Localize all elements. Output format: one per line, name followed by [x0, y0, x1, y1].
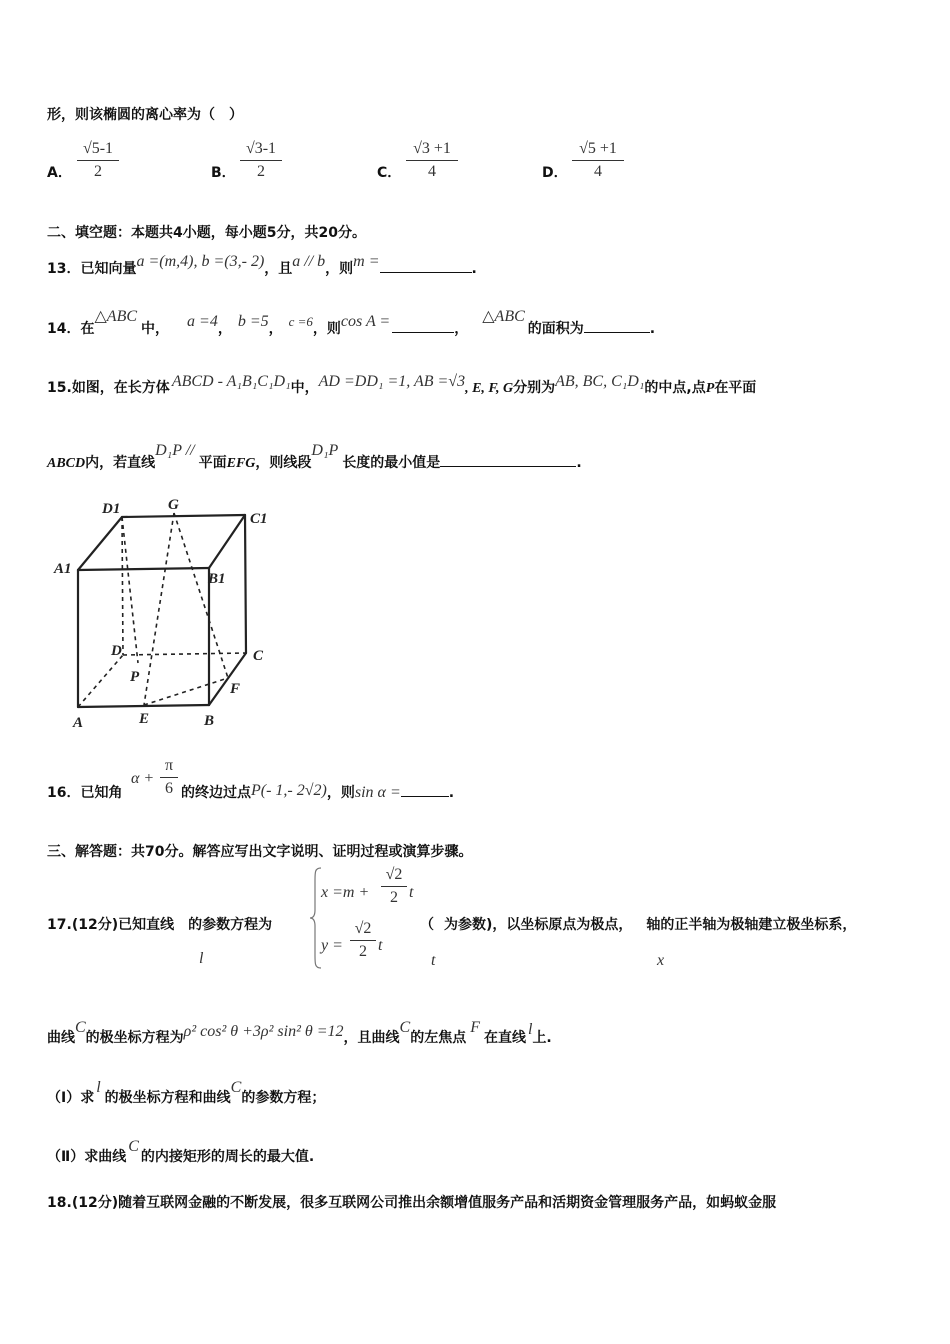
label-d1: D1	[102, 501, 121, 517]
q15-text: 分别为	[513, 380, 556, 396]
q18-score: (12分)	[71, 1195, 119, 1211]
q17-var-f: F	[470, 1019, 480, 1036]
label-f: F	[230, 681, 241, 697]
q17-eq2-frac-den: 2	[359, 943, 367, 960]
q16-number: 16．	[47, 785, 81, 801]
q14-text: 在	[80, 321, 95, 337]
q12-option-b-fraction	[240, 140, 282, 181]
edge-d1c1	[122, 515, 245, 517]
q17-var-c2: C	[399, 1019, 411, 1036]
q14-text: ，	[268, 321, 283, 337]
q14-math-c: c =6	[288, 314, 313, 329]
q13-math-parallel: a // b	[292, 253, 326, 270]
q15-plane-efg: EFG	[226, 456, 256, 471]
q17-var-c: C	[75, 1019, 86, 1036]
q12-option-d-fraction	[572, 140, 624, 181]
q13-text: 已知向量	[80, 261, 137, 277]
q17-text: 已知直线	[118, 917, 175, 933]
q15-text: 如图，在长方体	[71, 380, 170, 396]
q15-text: 中，	[290, 380, 319, 396]
q17-var-x: x	[657, 952, 665, 969]
q17-eq2-fraction	[350, 920, 376, 961]
q12-option-c-fraction	[406, 140, 458, 181]
q12-option-a-fraction	[77, 140, 119, 181]
q17-part1-var-l: l	[96, 1079, 101, 1096]
q16-text: 已知角	[80, 785, 123, 801]
q16-text: ，则	[326, 785, 355, 801]
q17-eq1-lhs: x =m +	[321, 884, 370, 901]
q15-math-lengths: AD =DD₁ =1, AB =√3	[318, 373, 466, 390]
q16-prefix	[47, 782, 122, 802]
segment-d1p	[122, 517, 138, 663]
label-d: D	[111, 643, 122, 659]
q12-option-c-den: 4	[428, 163, 436, 180]
label-e: E	[139, 711, 150, 727]
q17-score: (12分)	[71, 917, 119, 933]
edge-dd1-hidden	[122, 517, 123, 655]
q18-number: 18.	[47, 1195, 72, 1211]
q14-math-a: a =4	[187, 313, 218, 330]
q15-line-1	[47, 373, 757, 397]
label-b1: B1	[208, 571, 226, 587]
q16-fraction	[160, 757, 178, 798]
q17-number: 17.	[47, 917, 72, 933]
q17-text: 的内接矩形的周长的最大值.	[140, 1149, 315, 1165]
q17-part2-var-c: C	[128, 1138, 139, 1155]
edge-b1c1	[209, 515, 245, 568]
section3-heading: 三、解答题：共70分。解答应写出文字说明、证明过程或演算步骤。	[47, 844, 473, 860]
q17-eq1-frac-den: 2	[390, 889, 398, 906]
q15-cuboid-figure	[40, 495, 290, 740]
q13-answer-blank[interactable]	[380, 258, 472, 273]
q15-text: 在平面	[714, 380, 757, 396]
edge-ab	[78, 705, 209, 707]
q14-number: 14．	[47, 321, 81, 337]
q17-text: 的左焦点	[410, 1030, 467, 1046]
q17-eq1-t: t	[409, 884, 414, 901]
q16-suffix	[181, 782, 454, 802]
segment-ef	[144, 678, 228, 705]
q17-eq1-fraction	[381, 866, 407, 907]
q17-var-l: l	[199, 950, 204, 967]
label-g: G	[168, 497, 179, 513]
q17-eq2-t: t	[378, 937, 383, 954]
q12-option-b-label: B．	[211, 165, 236, 181]
q12-option-a-num: √5-1	[77, 140, 119, 161]
q15-end: .	[576, 455, 582, 471]
edge-ad-hidden	[78, 655, 123, 707]
q12-option-a-den: 2	[94, 163, 102, 180]
edge-dc-hidden	[123, 653, 246, 655]
q17-eq2-lhs: y =	[321, 937, 343, 954]
q17-text: ，且曲线	[343, 1030, 400, 1046]
q17-math-polar: ρ² cos² θ +3ρ² sin² θ =12	[183, 1023, 344, 1040]
q15-text: ，则线段	[255, 455, 312, 471]
q17-text: 在直线	[483, 1030, 526, 1046]
q14-math-triangle: △ABC	[94, 308, 138, 325]
q12-option-d-label: D．	[542, 165, 568, 181]
q12-option-d-num: √5 +1	[572, 140, 624, 161]
q17-text: 的极坐标方程为	[85, 1030, 184, 1046]
q17-eq2-frac-num: √2	[350, 920, 376, 941]
q14-text: ，则	[312, 321, 341, 337]
q15-number: 15.	[47, 380, 72, 396]
q14-text: 中，	[141, 321, 170, 337]
q13-math-m: m =	[353, 253, 380, 270]
q18-text: 随着互联网金融的不断发展，很多互联网公司推出余额增值服务产品和活期资金管理服务产品，如蚂蚁金服	[118, 1195, 777, 1211]
q17-part2-label: （Ⅱ）求曲线	[47, 1149, 127, 1165]
q14-text: 的面积为	[527, 321, 584, 337]
label-a: A	[73, 715, 84, 731]
q17-var-t: t	[431, 952, 436, 969]
q17-part-1	[47, 1079, 326, 1107]
q12-option-c-label: C．	[377, 165, 402, 181]
q16-math-sin: sin α =	[354, 784, 401, 801]
q15-text: 内，若直线	[85, 455, 156, 471]
q15-math-solid: ABCD - A₁B₁C₁D₁	[171, 373, 291, 390]
q15-answer-blank[interactable]	[440, 452, 576, 467]
section2-heading: 二、填空题：本题共4小题，每小题5分，共20分。	[47, 225, 366, 241]
q14-math-triangle-2: △ABC	[482, 308, 525, 325]
q18	[47, 1192, 776, 1212]
q17-text: 的极坐标方程和曲线	[104, 1090, 231, 1106]
q15-plane-abcd: ABCD	[47, 456, 86, 471]
q17-text: （	[420, 917, 434, 933]
q15-points-efg: , E, F, G	[465, 381, 514, 396]
q16-answer-blank[interactable]	[401, 782, 449, 797]
q15-math-edges: AB, BC, C₁D₁	[555, 373, 645, 390]
label-a1: A1	[54, 561, 72, 577]
q17-var-l2: l	[527, 1021, 533, 1038]
q17-text: 的参数方程为	[188, 917, 273, 933]
q14-text: ，	[217, 321, 232, 337]
q17-text: 的参数方程；	[241, 1090, 326, 1106]
q12-option-b-den: 2	[257, 163, 265, 180]
q15-point-p: P	[705, 381, 715, 396]
q15-math-d1p-parallel: D₁P //	[155, 442, 195, 459]
q17-eq1-frac-num: √2	[381, 866, 407, 887]
q14	[47, 308, 656, 338]
q16-end: .	[448, 785, 455, 801]
q16-math-point: P(- 1,- 2√2)	[251, 782, 327, 799]
edge-cc1	[245, 515, 246, 653]
q13-end: .	[471, 261, 477, 277]
edge-bc	[209, 653, 246, 705]
q12-stem: 形，则该椭圆的离心率为（ ）	[47, 107, 243, 123]
q17-part1-var-c: C	[230, 1079, 242, 1096]
q12-option-a-label: A．	[47, 165, 72, 181]
q12-option-b-num: √3-1	[240, 140, 282, 161]
q13-math-vectors: a =(m,4), b =(3,- 2)	[136, 253, 265, 270]
q15-math-d1p: D₁P	[311, 442, 339, 459]
q17-line-1b	[420, 914, 856, 934]
q15-text: 长度的最小值是	[342, 455, 441, 471]
q17-text: 曲线	[47, 1030, 75, 1046]
label-b: B	[204, 713, 215, 729]
q13-number: 13．	[47, 261, 81, 277]
q15-line-2	[47, 442, 582, 472]
label-c: C	[253, 648, 264, 664]
q17-text: 上.	[532, 1030, 552, 1046]
q12-option-c-num: √3 +1	[406, 140, 458, 161]
q14-math-b: b =5	[237, 313, 269, 330]
edge-a1b1	[78, 568, 209, 570]
q14-answer-blank-1[interactable]	[392, 318, 454, 333]
edge-a1d1	[78, 517, 122, 570]
q14-end: .	[649, 321, 656, 337]
q17-line-2	[47, 1019, 552, 1047]
q17-part1-label: （Ⅰ）求	[47, 1090, 95, 1106]
q14-math-cos: cos A =	[340, 313, 391, 330]
q16-frac-den: 6	[165, 780, 173, 797]
q14-text: ，	[454, 321, 469, 337]
q17-line-1a	[47, 914, 272, 934]
q13	[47, 253, 477, 278]
q16-math-alpha: α +	[131, 770, 155, 787]
q13-text: ，则	[325, 261, 354, 277]
q12-option-d-den: 4	[594, 163, 602, 180]
segment-ge	[144, 513, 174, 705]
label-p: P	[130, 669, 140, 685]
q16-frac-num: π	[160, 757, 178, 778]
label-c1: C1	[250, 511, 268, 527]
q17-part-2	[47, 1138, 315, 1166]
q16-text: 的终边过点	[181, 785, 251, 801]
q17-text: 轴的正半轴为极轴建立极坐标系，	[646, 917, 857, 933]
q15-text: 平面	[198, 455, 227, 471]
q15-text: 的中点,点	[644, 380, 706, 396]
q17-text: 为参数)，以坐标原点为极点，	[444, 917, 633, 933]
q14-answer-blank-2[interactable]	[584, 318, 650, 333]
q13-text: ，且	[264, 261, 293, 277]
